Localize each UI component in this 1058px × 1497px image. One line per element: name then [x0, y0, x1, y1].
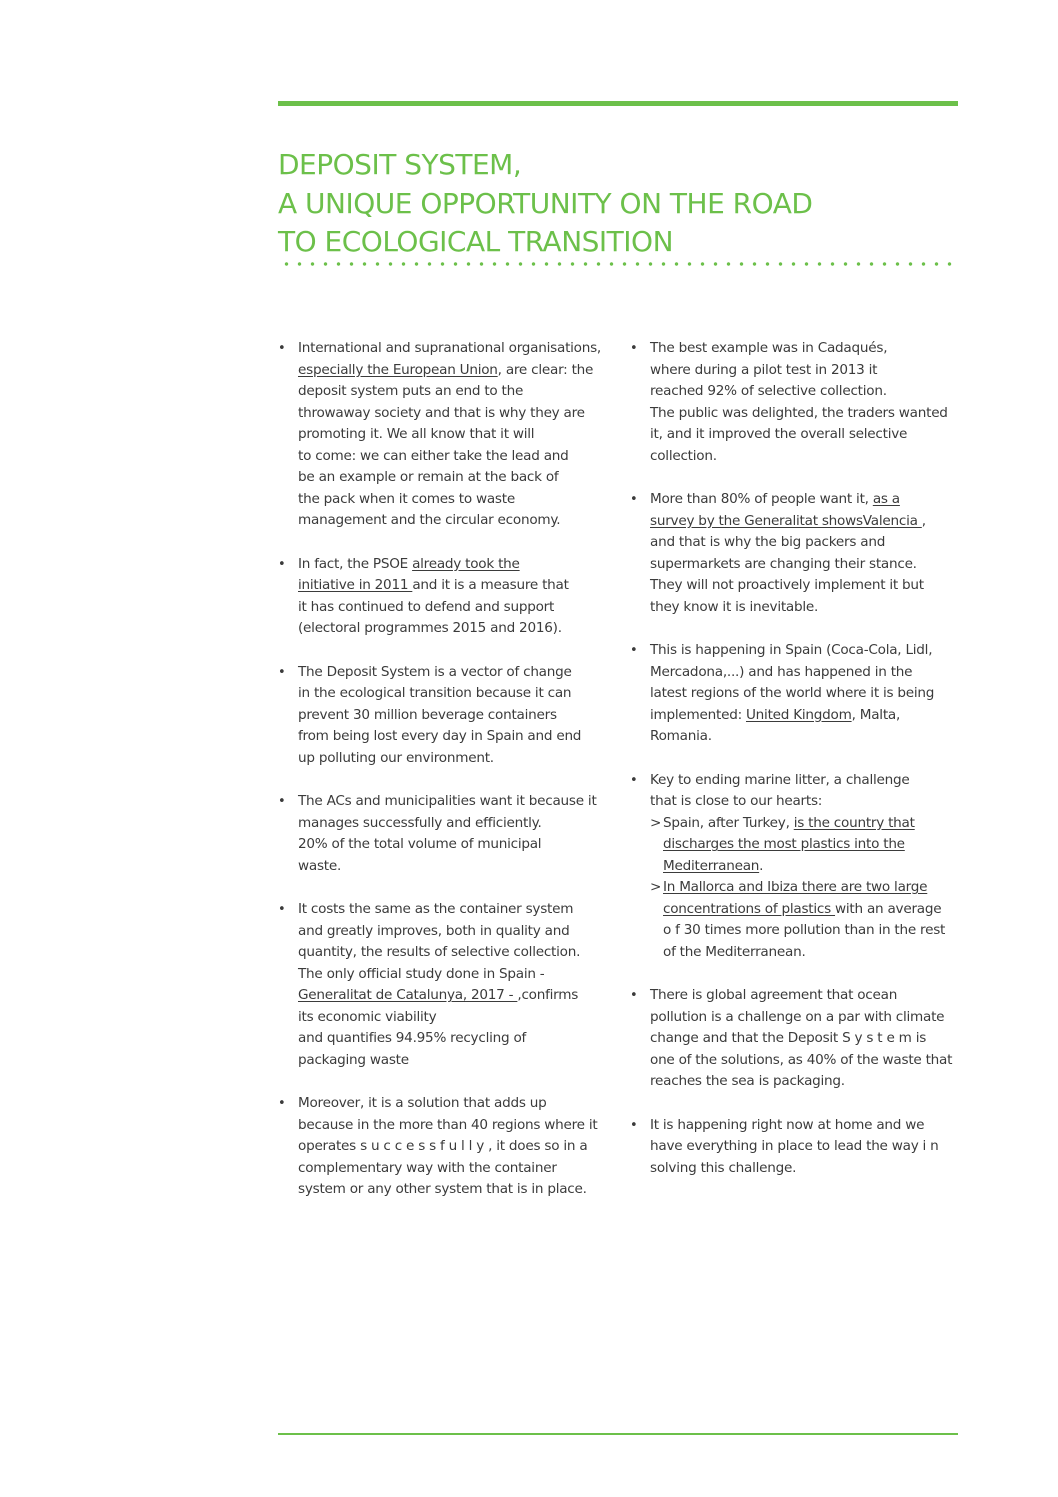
text-line: Spain, after Turkey, is the country that: [663, 814, 915, 831]
text-line: The Deposit System is a vector of change: [298, 663, 572, 680]
bullet-item: [630, 1115, 960, 1180]
text-line: and quantifies 94.95% recycling of: [298, 1030, 527, 1046]
text-line: This is happening in Spain (Coca-Cola, Lidl,: [650, 642, 933, 658]
text-line: the pack when it comes to waste: [298, 490, 515, 507]
text-line: it, and it improved the overall selective: [650, 426, 908, 442]
title-line: DEPOSIT SYSTEM,: [278, 148, 522, 181]
bullet-icon: •: [630, 988, 638, 1003]
text-line: Moreover, it is a solution that adds up: [298, 1095, 547, 1111]
text-line: reaches the sea is packaging.: [650, 1073, 845, 1089]
text-line: They will not proactively implement it but: [650, 577, 924, 593]
chevron-right-icon: >: [650, 814, 662, 831]
inline-link[interactable]: concentrations of plastics: [663, 900, 836, 917]
inline-link[interactable]: already took the: [412, 555, 520, 572]
text-line: (electoral programmes 2015 and 2016).: [298, 620, 562, 636]
inline-link[interactable]: United Kingdom: [745, 706, 852, 723]
text-line: collection.: [650, 447, 717, 464]
text-line: throwaway society and that is why they are: [298, 404, 585, 421]
top-divider: [278, 101, 958, 106]
text-line: solving this challenge.: [650, 1159, 797, 1176]
right-column: [630, 338, 960, 1201]
text-line: initiative in 2011 and it is a measure that: [298, 577, 569, 593]
text-line: It costs the same as the container system: [298, 901, 574, 917]
text-line: In fact, the PSOE already took the: [298, 555, 520, 572]
inline-link[interactable]: is the country that: [793, 814, 915, 831]
bottom-divider: [278, 1433, 958, 1435]
bullet-icon: •: [278, 556, 286, 572]
text-line: latest regions of the world where it is being: [650, 685, 935, 701]
text-line: from being lost every day in Spain and end: [298, 728, 582, 744]
text-line: operates s u c c e s s f u l l y , it does so in a: [298, 1138, 588, 1154]
bullet-icon: •: [630, 643, 638, 658]
chevron-right-icon: >: [650, 879, 662, 895]
text-line: its economic viability: [298, 1008, 437, 1025]
text-line: Mediterranean.: [663, 857, 764, 874]
bullet-icon: •: [278, 664, 286, 680]
text-line: The only official study done in Spain -: [298, 965, 545, 982]
bullet-icon: •: [278, 902, 286, 917]
text-line: The ACs and municipalities want it because it: [298, 793, 597, 809]
bullet-icon: •: [630, 341, 638, 356]
sub-item: [650, 877, 960, 963]
bullet-item: [630, 770, 960, 964]
text-line: [663, 877, 960, 899]
bullet-item: [630, 640, 960, 748]
text-line: complementary way with the container: [298, 1159, 557, 1176]
text-line: and that is why the big packers and: [650, 534, 886, 550]
text-line: Mercadona,...) and has happened in the: [650, 663, 913, 680]
text-line: to come: we can either take the lead and: [298, 447, 569, 464]
text-line: they know it is inevitable.: [650, 598, 819, 615]
text-line: The best example was in Cadaqués,: [650, 340, 888, 356]
text-line: and greatly improves, both in quality and: [298, 922, 570, 939]
text-line: change and that the Deposit S y s t e m is: [650, 1030, 927, 1046]
text-line: The public was delighted, the traders wanted: [650, 404, 948, 421]
inline-link[interactable]: In Mallorca and Ibiza there are two large: [663, 879, 928, 895]
sub-item: [650, 813, 960, 878]
bullet-item: [278, 554, 598, 640]
text-line: it has continued to defend and support: [298, 598, 555, 615]
text-line: management and the circular economy.: [298, 512, 561, 528]
text-line: Romania.: [650, 728, 712, 744]
text-line: 20% of the total volume of municipal: [298, 836, 542, 852]
text-line: system or any other system that is in place.: [298, 1181, 587, 1197]
text-line: reached 92% of selective collection.: [650, 383, 887, 399]
bullet-item: [630, 338, 960, 467]
text-line: International and supranational organisations,: [298, 340, 602, 356]
bullet-icon: •: [278, 341, 286, 356]
bullet-icon: •: [630, 1117, 638, 1133]
text-line: o f 30 times more pollution than in the rest: [663, 922, 946, 938]
text-line: Generalitat de Catalunya, 2017 - ,confirms: [298, 987, 579, 1003]
text-line: promoting it. We all know that it will: [298, 426, 535, 442]
bullet-icon: •: [630, 492, 638, 507]
text-line: of the Mediterranean.: [663, 943, 806, 960]
title-line: TO ECOLOGICAL TRANSITION: [278, 225, 674, 258]
page-title: [278, 146, 958, 262]
text-line: because in the more than 40 regions where it: [298, 1116, 598, 1133]
text-line: especially the European Union, are clear: the: [298, 361, 594, 378]
text-line: packaging waste: [298, 1051, 409, 1068]
inline-link[interactable]: especially the European Union: [298, 361, 498, 378]
inline-link[interactable]: Generalitat de Catalunya, 2017 -: [298, 987, 518, 1003]
bullet-icon: •: [278, 1096, 286, 1111]
text-line: [663, 834, 960, 856]
inline-link[interactable]: survey by the Generalitat showsValencia: [650, 512, 922, 529]
text-line: It is happening right now at home and we: [650, 1116, 925, 1133]
inline-link[interactable]: as a: [872, 491, 900, 507]
text-line: manages successfully and efficiently.: [298, 814, 542, 831]
text-line: survey by the Generalitat showsValencia ,: [650, 512, 926, 529]
text-line: one of the solutions, as 40% of the waste that: [650, 1051, 953, 1068]
text-line: prevent 30 million beverage containers: [298, 706, 557, 723]
bullet-item: [278, 899, 598, 1071]
text-line: be an example or remain at the back of: [298, 469, 559, 485]
text-line: concentrations of plastics with an average: [663, 900, 942, 917]
text-line: waste.: [298, 857, 342, 874]
bullet-icon: •: [278, 794, 286, 809]
dotted-divider: [280, 262, 958, 266]
text-line: where during a pilot test in 2013 it: [650, 361, 878, 378]
text-line: Key to ending marine litter, a challenge: [650, 771, 910, 788]
left-column: [278, 338, 602, 1223]
text-line: that is close to our hearts:: [650, 793, 823, 809]
text-line: pollution is a challenge on a par with climate: [650, 1008, 945, 1025]
inline-link[interactable]: discharges the most plastics into the: [663, 836, 905, 852]
text-line: There is global agreement that ocean: [650, 987, 898, 1003]
text-line: supermarkets are changing their stance.: [650, 555, 917, 572]
bullet-item: [278, 662, 598, 770]
text-line: implemented: United Kingdom, Malta,: [650, 706, 901, 723]
bullet-item: [278, 1093, 598, 1201]
title-line: A UNIQUE OPPORTUNITY ON THE ROAD: [278, 186, 813, 220]
text-line: deposit system puts an end to the: [298, 383, 524, 399]
inline-link[interactable]: Mediterranean: [663, 857, 760, 874]
text-line: quantity, the results of selective collection.: [298, 944, 581, 960]
inline-link[interactable]: initiative in 2011: [298, 577, 413, 593]
bullet-item: [278, 338, 602, 532]
bullet-item: [630, 985, 960, 1093]
bullet-item: [630, 489, 960, 618]
bullet-icon: •: [630, 772, 638, 788]
text-line: up polluting our environment.: [298, 749, 494, 766]
text-line: in the ecological transition because it can: [298, 685, 572, 701]
bullet-item: [278, 791, 598, 877]
text-line: have everything in place to lead the way i n: [650, 1138, 939, 1154]
text-line: More than 80% of people want it, as a: [650, 491, 900, 507]
